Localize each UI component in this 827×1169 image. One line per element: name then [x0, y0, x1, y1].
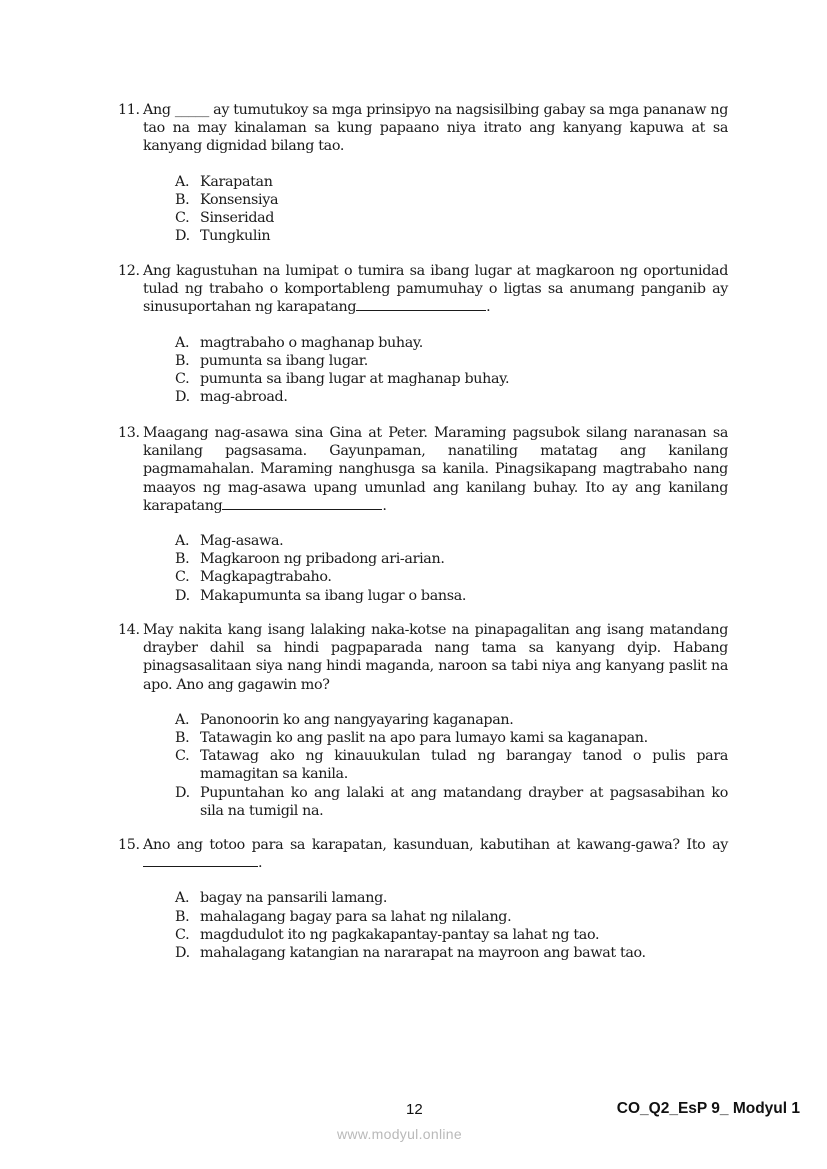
choice-b[interactable] [118, 550, 728, 568]
choice-text: Panonoorin ko ang nangyayaring kaganapan. [200, 711, 514, 728]
choice-letter: D. [175, 784, 190, 801]
module-code: CO_Q2_EsP 9_ Modyul 1 [616, 1100, 800, 1117]
question-number: 13. [118, 425, 140, 441]
choice-letter: C. [175, 926, 190, 943]
choice-text: Magkaroon ng pribadong ari-arian. [200, 551, 445, 568]
choice-d[interactable] [118, 227, 728, 245]
stem-text-before: Ang [143, 102, 171, 118]
choice-text: magdudulot ito ng pagkakapantay-pantay sa lahat ng tao. [200, 926, 600, 943]
stem-text-after: . [258, 855, 263, 872]
choice-letter: B. [175, 551, 190, 568]
stem-text-before: Ang kagustuhan na lumipat o tumira sa ibang lugar at magkaroon ng oportunidad tulad ng trabaho o komportableng pamumuhay o ligtas sa anumang panganib ay sinusuportahan ng karapatang [143, 263, 728, 316]
question-number: 11. [118, 102, 140, 118]
choice-a[interactable] [118, 889, 728, 907]
answer-blank [356, 298, 486, 311]
question-12 [118, 262, 728, 406]
choice-a[interactable] [118, 711, 728, 729]
page-number: 12 [406, 1101, 423, 1118]
choice-list [118, 532, 728, 605]
choice-a[interactable] [118, 532, 728, 550]
stem-text-before: Ano ang totoo para sa karapatan, kasunduan, kabutihan at kawang-gawa? Ito ay [143, 837, 728, 853]
choice-d[interactable] [118, 944, 728, 962]
question-number: 14. [118, 622, 140, 638]
choice-text: magtrabaho o maghanap buhay. [200, 334, 423, 351]
stem-text-after: . [382, 497, 387, 514]
choice-list [118, 334, 728, 407]
choice-letter: C. [175, 210, 190, 227]
question-stem [118, 424, 728, 515]
stem-text: May nakita kang isang lalaking naka-kotse na pinapagalitan ang isang matandang drayber dahil sa hindi pagpaparada nang tama sa kanyang dyip. Habang pinagsasalitaan siya nang hindi maganda, naroon sa tabi niya ang kanyang paslit na apo. Ano ang gagawin mo? [143, 622, 728, 693]
question-stem [118, 262, 728, 317]
choice-letter: C. [175, 371, 190, 388]
choice-list [118, 711, 728, 820]
choice-text: mahalagang katangian na nararapat na mayroon ang bawat tao. [200, 945, 646, 962]
answer-blank [222, 497, 382, 510]
choice-letter: B. [175, 908, 190, 925]
choice-d[interactable] [118, 784, 728, 820]
choice-text: Tungkulin [200, 228, 271, 245]
choice-letter: A. [175, 890, 190, 907]
question-stem [118, 836, 728, 872]
choice-letter: D. [175, 587, 190, 604]
stem-text-after: . [486, 299, 491, 316]
choice-text: Sinseridad [200, 210, 275, 227]
question-number: 15. [118, 837, 140, 853]
choice-letter: A. [175, 173, 190, 190]
choice-c[interactable] [118, 568, 728, 586]
choice-b[interactable] [118, 908, 728, 926]
question-14 [118, 621, 728, 820]
choice-text: pumunta sa ibang lugar at maghanap buhay. [200, 371, 510, 388]
choice-b[interactable] [118, 352, 728, 370]
stem-text-before: Maagang nag-asawa sina Gina at Peter. Maraming pagsubok silang naranasan sa kanilang pagsasama. Gayunpaman, nanatiling matatag ang kanilang pagmamahalan. Maraming nanghusga sa kanila. Pinagsikapang magtrabaho nang maayos ng mag-asawa upang umunlad ang kanilang buhay. Ito ay ang kanilang karapatang [143, 425, 728, 514]
choice-letter: D. [175, 389, 190, 406]
choice-letter: A. [175, 711, 190, 728]
choice-c[interactable] [118, 370, 728, 388]
choice-c[interactable] [118, 926, 728, 944]
question-11 [118, 101, 728, 245]
choice-text: mag-abroad. [200, 389, 288, 406]
choice-text: Tatawag ako ng kinauukulan tulad ng barangay tanod o pulis para mamagitan sa kanila. [200, 748, 728, 783]
choice-d[interactable] [118, 587, 728, 605]
choice-c[interactable] [118, 209, 728, 227]
question-stem [118, 101, 728, 156]
choice-letter: C. [175, 748, 190, 765]
choice-letter: B. [175, 352, 190, 369]
choice-letter: D. [175, 228, 190, 245]
answer-blank [143, 854, 258, 867]
choice-letter: B. [175, 730, 190, 747]
choice-text: bagay na pansarili lamang. [200, 890, 388, 907]
choice-text: Karapatan [200, 173, 273, 190]
choice-a[interactable] [118, 334, 728, 352]
choice-text: Makapumunta sa ibang lugar o bansa. [200, 587, 467, 604]
choice-text: Konsensiya [200, 191, 279, 208]
choice-text: pumunta sa ibang lugar. [200, 352, 368, 369]
choice-letter: A. [175, 334, 190, 351]
choice-text: Mag-asawa. [200, 533, 284, 550]
choice-b[interactable] [118, 729, 728, 747]
choice-letter: A. [175, 533, 190, 550]
choice-text: Tatawagin ko ang paslit na apo para lumayo kami sa kaganapan. [200, 730, 648, 747]
choice-list [118, 173, 728, 246]
choice-b[interactable] [118, 191, 728, 209]
watermark-url: www.modyul.online [337, 1126, 462, 1142]
choice-d[interactable] [118, 388, 728, 406]
question-13 [118, 424, 728, 605]
stem-text-after: ay tumutukoy sa mga prinsipyo na nagsisilbing gabay sa mga pananaw ng tao na may kinalaman sa kung papaano niya itrato ang kanyang kapuwa at sa kanyang dignidad bilang tao. [143, 102, 729, 155]
choice-c[interactable] [118, 747, 728, 783]
choice-text: mahalagang bagay para sa lahat ng nilalang. [200, 908, 512, 925]
answer-blank: _____ [174, 102, 209, 118]
choice-text: Magkapagtrabaho. [200, 569, 332, 586]
question-15 [118, 836, 728, 962]
choice-text: Pupuntahan ko ang lalaki at ang matandang drayber at pagsasabihan ko sila na tumigil na. [200, 784, 728, 819]
choice-letter: C. [175, 569, 190, 586]
choice-letter: D. [175, 945, 190, 962]
question-number: 12. [118, 263, 140, 279]
choice-a[interactable] [118, 173, 728, 191]
choice-list [118, 889, 728, 962]
question-stem [118, 621, 728, 694]
choice-letter: B. [175, 191, 190, 208]
